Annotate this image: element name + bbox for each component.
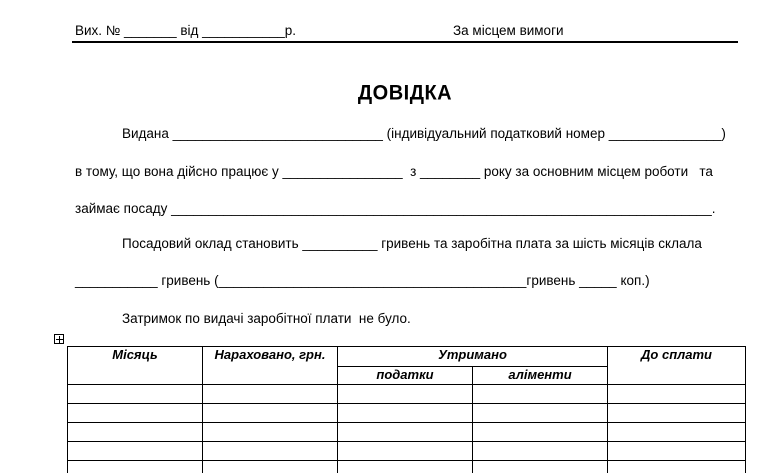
table-cell[interactable]	[608, 423, 746, 442]
table-cell[interactable]	[68, 461, 203, 473]
column-accrued: Нараховано, грн.	[203, 347, 338, 385]
salary-amount-line: ___________ гривень (_________________________________________гривень _____ коп.)	[75, 273, 650, 289]
table-move-handle-icon[interactable]	[54, 334, 64, 344]
column-withheld: Утримано	[338, 347, 608, 367]
column-payable: До сплати	[608, 347, 746, 385]
table-cell[interactable]	[338, 423, 473, 442]
table-cell[interactable]	[203, 442, 338, 461]
employment-line: в тому, що вона дійсно працює у ________________ з ________ року за основним місцем роботи та	[75, 164, 713, 180]
table-cell[interactable]	[608, 461, 746, 473]
salary-line: Посадовий оклад становить __________ гривень та заробітна плата за шість місяців склала	[122, 236, 702, 252]
table-row	[68, 423, 746, 442]
table-cell[interactable]	[473, 404, 608, 423]
column-alimony: аліменти	[473, 367, 608, 385]
table-cell[interactable]	[203, 461, 338, 473]
issued-to-line: Видана ____________________________ (індивідуальний податковий номер _______________)	[122, 126, 726, 142]
table-cell[interactable]	[68, 404, 203, 423]
table-cell[interactable]	[608, 404, 746, 423]
table-row	[68, 385, 746, 404]
no-delays-line: Затримок по видачі заробітної плати не було.	[122, 311, 411, 327]
column-taxes: податки	[338, 367, 473, 385]
table-cell[interactable]	[473, 423, 608, 442]
position-line: займає посаду ________________________________________________________________________.	[75, 201, 715, 217]
column-month: Місяць	[68, 347, 203, 385]
table-cell[interactable]	[608, 442, 746, 461]
document-title: ДОВІДКА	[0, 81, 768, 105]
destination-label: За місцем вимоги	[453, 23, 564, 39]
table-cell[interactable]	[203, 423, 338, 442]
table-cell[interactable]	[338, 404, 473, 423]
table-cell[interactable]	[338, 385, 473, 404]
table-cell[interactable]	[473, 461, 608, 473]
table-cell[interactable]	[473, 442, 608, 461]
outgoing-number-line: Вих. № _______ від ___________р.	[75, 23, 296, 39]
table-cell[interactable]	[68, 385, 203, 404]
table-cell[interactable]	[338, 461, 473, 473]
table-cell[interactable]	[608, 385, 746, 404]
table-cell[interactable]	[203, 385, 338, 404]
table-cell[interactable]	[68, 423, 203, 442]
table-cell[interactable]	[68, 442, 203, 461]
table-row	[68, 461, 746, 473]
header-divider	[72, 41, 738, 43]
table-row	[68, 442, 746, 461]
salary-table	[67, 346, 746, 473]
table-header-row	[68, 347, 746, 367]
table-cell[interactable]	[203, 404, 338, 423]
table-row	[68, 404, 746, 423]
table-cell[interactable]	[473, 385, 608, 404]
table-cell[interactable]	[338, 442, 473, 461]
